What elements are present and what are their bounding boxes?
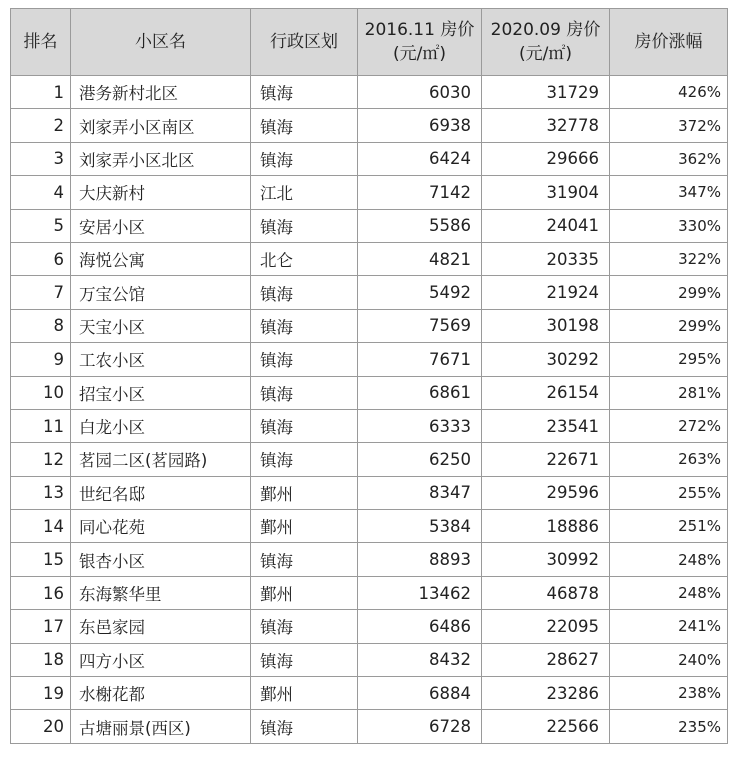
cell-rise: 263% [610, 443, 728, 476]
cell-name: 水榭花都 [71, 677, 251, 710]
cell-rank: 9 [11, 343, 71, 376]
cell-district: 北仑 [251, 242, 358, 275]
table-header [11, 9, 728, 76]
table-row [11, 176, 728, 209]
cell-name: 海悦公寓 [71, 242, 251, 275]
cell-price-2020: 21924 [482, 276, 610, 309]
cell-district: 镇海 [251, 376, 358, 409]
cell-price-2016: 4821 [358, 242, 482, 275]
table-row [11, 276, 728, 309]
cell-district: 鄞州 [251, 476, 358, 509]
cell-price-2016: 6728 [358, 710, 482, 743]
cell-price-2020: 23541 [482, 409, 610, 442]
cell-rank: 6 [11, 242, 71, 275]
cell-district: 镇海 [251, 443, 358, 476]
cell-name: 工农小区 [71, 343, 251, 376]
table-row [11, 242, 728, 275]
cell-rise: 240% [610, 643, 728, 676]
table-row [11, 710, 728, 743]
table-row [11, 510, 728, 543]
cell-rise: 241% [610, 610, 728, 643]
cell-price-2020: 28627 [482, 643, 610, 676]
table-row [11, 376, 728, 409]
cell-rank: 15 [11, 543, 71, 576]
cell-price-2020: 29666 [482, 142, 610, 175]
cell-district: 镇海 [251, 643, 358, 676]
cell-price-2020: 30292 [482, 343, 610, 376]
cell-price-2016: 5492 [358, 276, 482, 309]
cell-price-2016: 6250 [358, 443, 482, 476]
cell-rise: 426% [610, 76, 728, 109]
header-price-2016 [358, 9, 482, 76]
cell-name: 同心花苑 [71, 510, 251, 543]
cell-price-2016: 7569 [358, 309, 482, 342]
cell-district: 镇海 [251, 710, 358, 743]
cell-rise: 281% [610, 376, 728, 409]
cell-name: 刘家弄小区北区 [71, 142, 251, 175]
cell-rise: 347% [610, 176, 728, 209]
cell-district: 江北 [251, 176, 358, 209]
header-rank: 排名 [11, 9, 71, 76]
cell-rank: 18 [11, 643, 71, 676]
header-price-2020-label: 2020.09 房价 [490, 20, 601, 40]
cell-rise: 322% [610, 242, 728, 275]
cell-rise: 272% [610, 409, 728, 442]
table-row [11, 610, 728, 643]
table-row [11, 209, 728, 242]
cell-price-2020: 32778 [482, 109, 610, 142]
cell-rank: 5 [11, 209, 71, 242]
cell-name: 安居小区 [71, 209, 251, 242]
cell-price-2016: 5384 [358, 510, 482, 543]
cell-district: 鄞州 [251, 576, 358, 609]
cell-name: 刘家弄小区南区 [71, 109, 251, 142]
table-row [11, 443, 728, 476]
cell-price-2020: 22671 [482, 443, 610, 476]
cell-rise: 299% [610, 309, 728, 342]
cell-district: 镇海 [251, 76, 358, 109]
cell-price-2020: 30992 [482, 543, 610, 576]
header-price-2016-unit: (元/㎡) [393, 44, 446, 64]
cell-rise: 238% [610, 677, 728, 710]
table-row [11, 76, 728, 109]
cell-price-2020: 26154 [482, 376, 610, 409]
cell-name: 大庆新村 [71, 176, 251, 209]
cell-rank: 16 [11, 576, 71, 609]
header-price-2020-unit: (元/㎡) [519, 44, 572, 64]
cell-price-2016: 7142 [358, 176, 482, 209]
cell-rank: 1 [11, 76, 71, 109]
cell-name: 四方小区 [71, 643, 251, 676]
header-name: 小区名 [71, 9, 251, 76]
header-price-2020 [482, 9, 610, 76]
cell-district: 镇海 [251, 343, 358, 376]
cell-rank: 14 [11, 510, 71, 543]
cell-name: 东海繁华里 [71, 576, 251, 609]
cell-price-2016: 8432 [358, 643, 482, 676]
cell-name: 银杏小区 [71, 543, 251, 576]
header-price-2016-label: 2016.11 房价 [364, 20, 475, 40]
cell-name: 世纪名邸 [71, 476, 251, 509]
cell-district: 镇海 [251, 142, 358, 175]
cell-name: 茗园二区(茗园路) [71, 443, 251, 476]
table-row [11, 576, 728, 609]
cell-name: 招宝小区 [71, 376, 251, 409]
cell-name: 港务新村北区 [71, 76, 251, 109]
cell-price-2020: 22566 [482, 710, 610, 743]
cell-rank: 3 [11, 142, 71, 175]
cell-price-2016: 6424 [358, 142, 482, 175]
cell-district: 镇海 [251, 409, 358, 442]
cell-rank: 7 [11, 276, 71, 309]
cell-price-2016: 8893 [358, 543, 482, 576]
cell-price-2016: 13462 [358, 576, 482, 609]
cell-rank: 20 [11, 710, 71, 743]
table-row [11, 142, 728, 175]
cell-price-2016: 6938 [358, 109, 482, 142]
cell-price-2016: 7671 [358, 343, 482, 376]
cell-rise: 248% [610, 576, 728, 609]
cell-price-2020: 46878 [482, 576, 610, 609]
housing-price-rise-table [10, 8, 728, 744]
watermark-overlay [536, 749, 736, 775]
cell-name: 万宝公馆 [71, 276, 251, 309]
cell-district: 鄞州 [251, 677, 358, 710]
cell-rise: 251% [610, 510, 728, 543]
cell-rank: 19 [11, 677, 71, 710]
cell-district: 镇海 [251, 109, 358, 142]
cell-price-2020: 31729 [482, 76, 610, 109]
cell-rise: 362% [610, 142, 728, 175]
cell-price-2020: 31904 [482, 176, 610, 209]
cell-price-2020: 22095 [482, 610, 610, 643]
table-row [11, 343, 728, 376]
table-row [11, 309, 728, 342]
header-district: 行政区划 [251, 9, 358, 76]
cell-district: 镇海 [251, 276, 358, 309]
table-row [11, 476, 728, 509]
cell-rise: 330% [610, 209, 728, 242]
cell-price-2020: 23286 [482, 677, 610, 710]
cell-district: 镇海 [251, 610, 358, 643]
cell-rank: 8 [11, 309, 71, 342]
cell-name: 东邑家园 [71, 610, 251, 643]
cell-price-2016: 6861 [358, 376, 482, 409]
table-row [11, 677, 728, 710]
cell-price-2020: 30198 [482, 309, 610, 342]
cell-price-2020: 20335 [482, 242, 610, 275]
cell-rise: 235% [610, 710, 728, 743]
cell-name: 白龙小区 [71, 409, 251, 442]
cell-rise: 372% [610, 109, 728, 142]
cell-rank: 10 [11, 376, 71, 409]
table-row [11, 643, 728, 676]
cell-price-2020: 29596 [482, 476, 610, 509]
header-row [11, 9, 728, 76]
cell-rank: 13 [11, 476, 71, 509]
table-row [11, 109, 728, 142]
cell-rank: 2 [11, 109, 71, 142]
cell-rise: 255% [610, 476, 728, 509]
cell-rise: 248% [610, 543, 728, 576]
cell-district: 镇海 [251, 543, 358, 576]
cell-price-2016: 6884 [358, 677, 482, 710]
table-row [11, 543, 728, 576]
cell-district: 镇海 [251, 309, 358, 342]
cell-district: 镇海 [251, 209, 358, 242]
cell-price-2020: 24041 [482, 209, 610, 242]
table-row [11, 409, 728, 442]
header-rise: 房价涨幅 [610, 9, 728, 76]
cell-name: 天宝小区 [71, 309, 251, 342]
cell-rank: 12 [11, 443, 71, 476]
cell-district: 鄞州 [251, 510, 358, 543]
cell-rank: 4 [11, 176, 71, 209]
cell-price-2016: 8347 [358, 476, 482, 509]
cell-name: 古塘丽景(西区) [71, 710, 251, 743]
cell-rise: 295% [610, 343, 728, 376]
cell-price-2016: 6030 [358, 76, 482, 109]
cell-rank: 17 [11, 610, 71, 643]
cell-rank: 11 [11, 409, 71, 442]
cell-price-2020: 18886 [482, 510, 610, 543]
table-body [11, 76, 728, 744]
cell-rise: 299% [610, 276, 728, 309]
cell-price-2016: 6486 [358, 610, 482, 643]
cell-price-2016: 6333 [358, 409, 482, 442]
cell-price-2016: 5586 [358, 209, 482, 242]
